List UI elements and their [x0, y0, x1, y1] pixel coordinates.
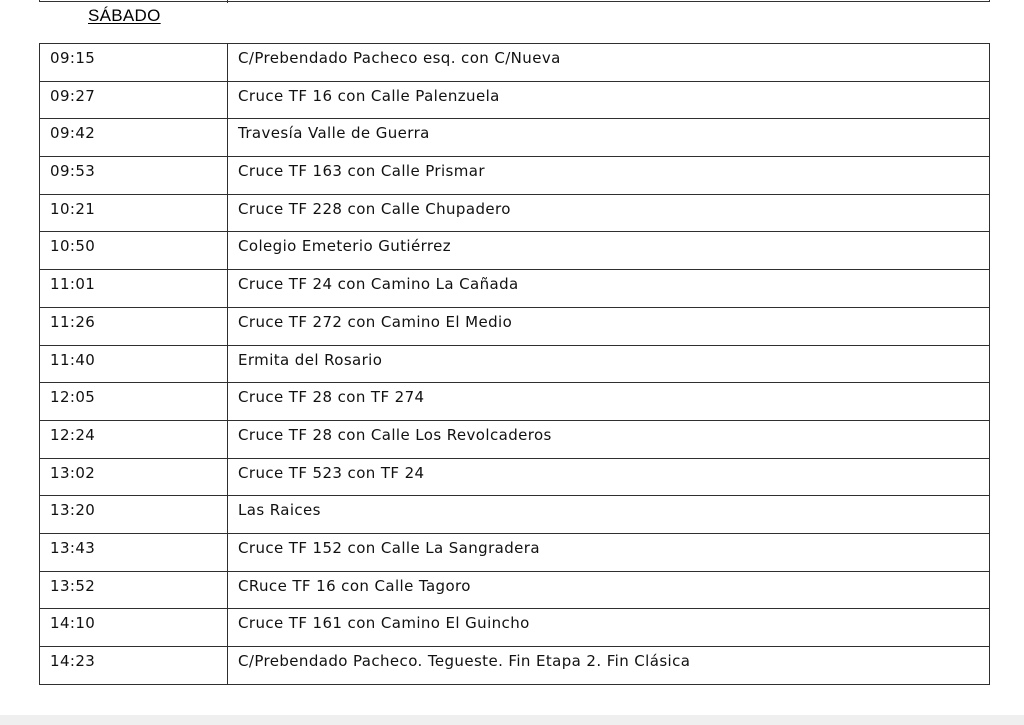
place-cell: Ermita del Rosario [228, 345, 990, 383]
place-cell: Cruce TF 228 con Calle Chupadero [228, 194, 990, 232]
table-row [40, 458, 990, 496]
place-cell: Colegio Emeterio Gutiérrez [228, 232, 990, 270]
time-cell: 11:26 [40, 307, 228, 345]
previous-table-bottom-edge [39, 0, 990, 2]
place-cell: Cruce TF 163 con Calle Prismar [228, 157, 990, 195]
table-row [40, 44, 990, 82]
table-row [40, 571, 990, 609]
table-row [40, 647, 990, 685]
place-cell: Cruce TF 16 con Calle Palenzuela [228, 81, 990, 119]
previous-table-column-divider [227, 0, 228, 3]
place-cell: Cruce TF 28 con Calle Los Revolcaderos [228, 420, 990, 458]
time-cell: 10:21 [40, 194, 228, 232]
time-cell: 09:27 [40, 81, 228, 119]
time-cell: 10:50 [40, 232, 228, 270]
time-cell: 09:42 [40, 119, 228, 157]
place-cell: Cruce TF 523 con TF 24 [228, 458, 990, 496]
time-cell: 13:02 [40, 458, 228, 496]
place-cell: Cruce TF 28 con TF 274 [228, 383, 990, 421]
time-cell: 13:20 [40, 496, 228, 534]
table-row [40, 157, 990, 195]
place-cell: C/Prebendado Pacheco. Tegueste. Fin Etapa 2. Fin Clásica [228, 647, 990, 685]
time-cell: 11:40 [40, 345, 228, 383]
time-cell: 11:01 [40, 270, 228, 308]
place-cell: Las Raices [228, 496, 990, 534]
table-row [40, 232, 990, 270]
time-cell: 13:43 [40, 533, 228, 571]
table-row [40, 307, 990, 345]
page-bottom-bar [0, 715, 1024, 725]
table-row [40, 420, 990, 458]
place-cell: C/Prebendado Pacheco esq. con C/Nueva [228, 44, 990, 82]
time-cell: 09:15 [40, 44, 228, 82]
place-cell: Cruce TF 161 con Camino El Guincho [228, 609, 990, 647]
day-heading: SÁBADO [88, 6, 161, 25]
table-row [40, 533, 990, 571]
table-row [40, 81, 990, 119]
place-cell: Travesía Valle de Guerra [228, 119, 990, 157]
place-cell: Cruce TF 272 con Camino El Medio [228, 307, 990, 345]
time-cell: 09:53 [40, 157, 228, 195]
schedule-table-body [40, 44, 990, 685]
place-cell: CRuce TF 16 con Calle Tagoro [228, 571, 990, 609]
time-cell: 12:05 [40, 383, 228, 421]
place-cell: Cruce TF 24 con Camino La Cañada [228, 270, 990, 308]
schedule-table [39, 43, 990, 685]
time-cell: 14:10 [40, 609, 228, 647]
table-row [40, 194, 990, 232]
table-row [40, 270, 990, 308]
time-cell: 13:52 [40, 571, 228, 609]
time-cell: 14:23 [40, 647, 228, 685]
table-row [40, 383, 990, 421]
table-row [40, 609, 990, 647]
table-row [40, 496, 990, 534]
time-cell: 12:24 [40, 420, 228, 458]
table-row [40, 119, 990, 157]
table-row [40, 345, 990, 383]
place-cell: Cruce TF 152 con Calle La Sangradera [228, 533, 990, 571]
